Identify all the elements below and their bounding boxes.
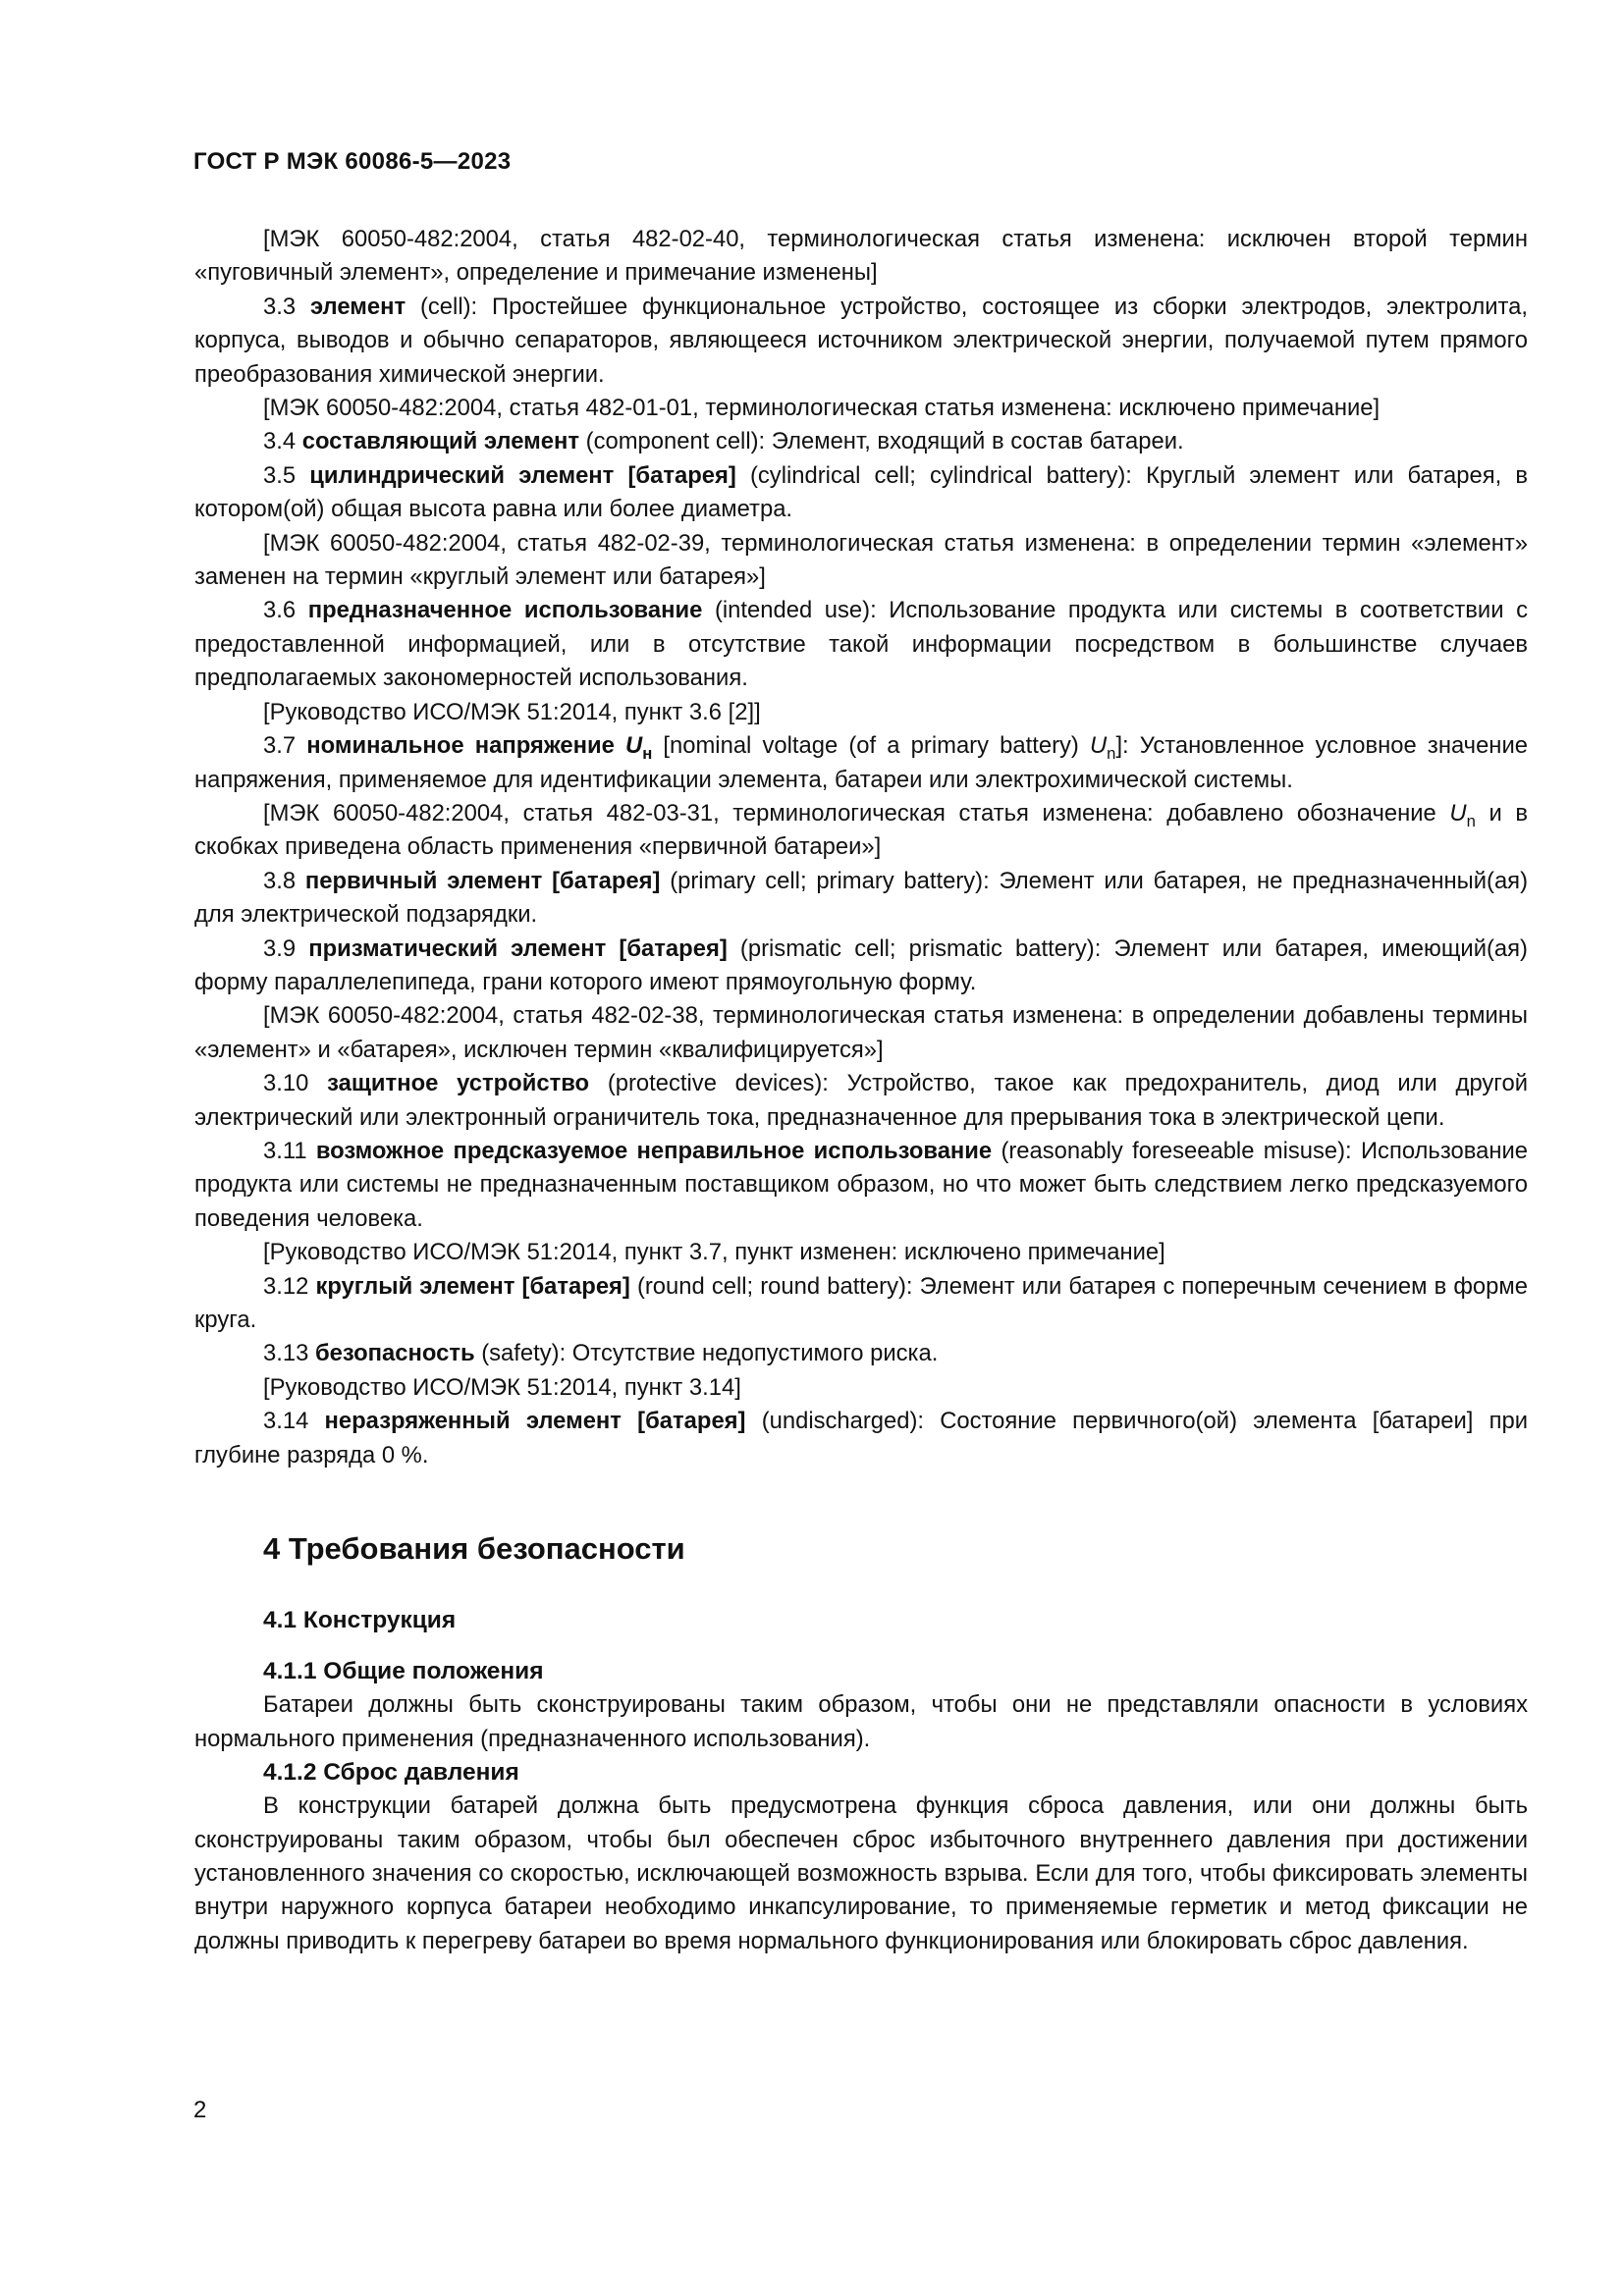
term-entry-3-11: 3.11 возможное предсказуемое неправильное использование (reasonably foreseeable misuse): Использование продукта или системы не предназначенным поставщиком образом, но что может быть следствием легко предсказуемого поведения человека. (194, 1137, 1528, 1232)
symbol: U (1449, 799, 1467, 827)
term-name: первичный элемент [батарея] (304, 867, 661, 894)
reference-note: [МЭК 60050-482:2004, статья 482-01-01, терминологическая статья изменена: исключено примечание] (263, 395, 1380, 422)
term-entry-3-13: 3.13 безопасность (safety): Отсутствие недопустимого риска. (263, 1340, 939, 1367)
term-name: безопасность (314, 1340, 475, 1367)
reference-note: [МЭК 60050-482:2004, статья 482-02-39, терминологическая статья изменена: в определении термин «элемент» заменен на термин «круглый элемент или батарея»] (194, 529, 1528, 591)
standard-designation: ГОСТ Р МЭК 60086-5—2023 (193, 148, 512, 175)
term-entry-3-8: 3.8 первичный элемент [батарея] (primary cell; primary battery): Элемент или батарея, не предназначенный(ая) для электрической подзарядки. (194, 867, 1528, 929)
reference-note: [Руководство ИСО/МЭК 51:2014, пункт 3.14] (263, 1373, 741, 1401)
term-name: защитное устройство (327, 1070, 590, 1097)
term-name: номинальное напряжение (306, 732, 615, 760)
term-name: неразряженный элемент [батарея] (324, 1408, 746, 1435)
clause-heading: 4.1.2 Сброс давления (263, 1759, 519, 1787)
term-name: призматический элемент [батарея] (308, 934, 728, 962)
term-entry-3-4: 3.4 составляющий элемент (component cell): Элемент, входящий в состав батареи. (263, 428, 1184, 455)
term-entry-3-14: 3.14 неразряженный элемент [батарея] (undischarged): Состояние первичного(ой) элемента [батареи] при глубине разряда 0 %. (194, 1408, 1528, 1468)
reference-note: [МЭК 60050-482:2004, статья 482-02-38, терминологическая статья изменена: в определении добавлены термины «элемент» и «батарея», исключен термин «квалифицируется»] (194, 1002, 1528, 1063)
term-entry-3-10: 3.10 защитное устройство (protective devices): Устройство, такое как предохранитель, диод или другой электрический или электронный ограничитель тока, предназначенное для прерывания тока в электрической цепи. (194, 1070, 1528, 1131)
reference-note: [МЭК 60050-482:2004, статья 482-03-31, терминологическая статья изменена: добавлено обозначение $U_n$ и в скобках приведена область применения «первичной батареи»] (194, 799, 1529, 861)
reference-note: [Руководство ИСО/МЭК 51:2014, пункт 3.6 [2]] (263, 698, 761, 725)
term-entry-3-9: 3.9 призматический элемент [батарея] (prismatic cell; prismatic battery): Элемент или батарея, имеющий(ая) форму параллелепипеда, грани которого имеют прямоугольную форму. (194, 934, 1528, 995)
term-entry-3-3: 3.3 элемент (cell): Простейшее функциональное устройство, состоящее из сборки электродов, электролита, корпуса, выводов и обычно сепараторов, являющееся источником электрической энергии, получаемой путем прямого преобразования химической энергии. (194, 293, 1528, 388)
section-heading: 4 Требования безопасности (263, 1531, 685, 1567)
reference-note: [Руководство ИСО/МЭК 51:2014, пункт 3.7, пункт изменен: исключено примечание] (263, 1239, 1165, 1266)
term-entry-3-7: 3.7 номинальное напряжение $U_н$ [nominal voltage (of a primary battery) $U_n$]: Установленное условное значение напряжения, применяемое для идентификации элемента, батареи или электрохимической системы. (194, 732, 1528, 793)
term-name: цилиндрический элемент [батарея] (309, 461, 736, 489)
term-entry-3-5: 3.5 цилиндрический элемент [батарея] (cylindrical cell; cylindrical battery): Круглый элемент или батарея, в котором(ой) общая высота равна или более диаметра. (194, 461, 1528, 523)
clause-text: В конструкции батарей должна быть предусмотрена функция сброса давления, или они должны быть сконструированы таким образом, чтобы был обеспечен сброс избыточного внутреннего давления при достижении установленного значения со скоростью, исключающей возможность взрыва. Если для того, чтобы фиксировать элементы внутри наружного корпуса батареи необходимо инкапсулирование, то применяемые герметик и метод фиксации не должны приводить к перегреву батареи во время нормального функционирования или блокировать сброс давления. (194, 1792, 1528, 1954)
page-number: 2 (193, 2097, 207, 2123)
term-entry-3-6: 3.6 предназначенное использование (intended use): Использование продукта или системы в соответствии с предоставленной информацией, или в отсутствие такой информации посредством в большинстве случаев предполагаемых закономерностей использования. (194, 597, 1528, 692)
subsection-heading: 4.1 Конструкция (263, 1607, 457, 1634)
clause-text: Батареи должны быть сконструированы таким образом, чтобы они не представляли опасности в условиях нормального применения (предназначенного использования). (194, 1691, 1528, 1752)
document-body (194, 223, 1528, 1958)
clause-heading: 4.1.1 Общие положения (263, 1658, 544, 1685)
term-name: предназначенное использование (307, 597, 703, 624)
term-name: круглый элемент [батарея] (315, 1272, 630, 1300)
symbol: U (1089, 732, 1108, 760)
term-name: составляющий элемент (301, 428, 580, 455)
term-name: возможное предсказуемое неправильное использование (315, 1137, 993, 1164)
reference-note: [МЭК 60050-482:2004, статья 482-02-40, терминологическая статья изменена: исключен второй термин «пуговичный элемент», определение и примечание изменены] (194, 226, 1528, 287)
term-entry-3-12: 3.12 круглый элемент [батарея] (round cell; round battery): Элемент или батарея с поперечным сечением в форме круга. (194, 1272, 1528, 1333)
symbol: U (625, 732, 643, 760)
term-name: элемент (309, 293, 406, 320)
